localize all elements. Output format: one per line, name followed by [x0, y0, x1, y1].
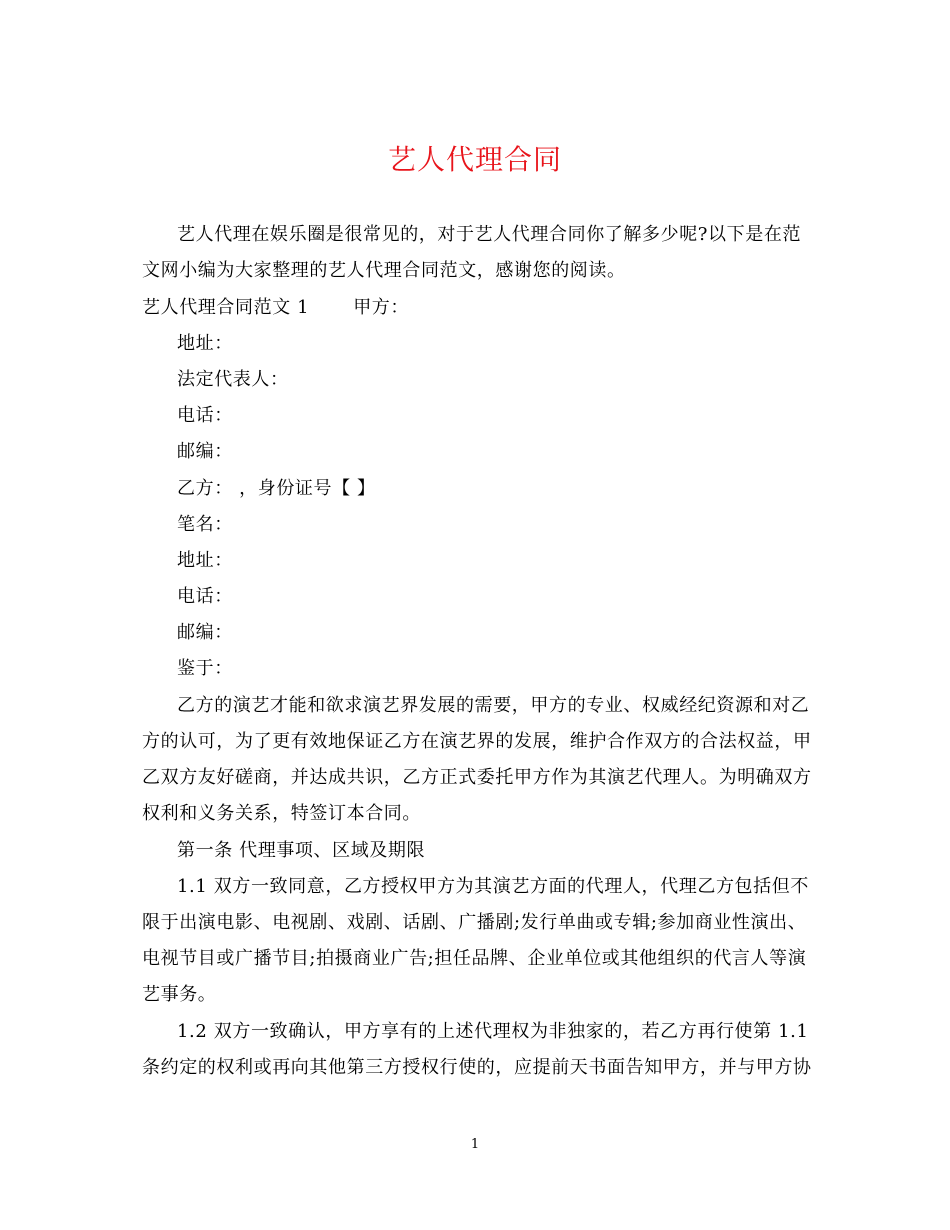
sample-heading-row — [142, 295, 409, 321]
party-b-label: 乙方： ，身份证号【 】 — [177, 478, 376, 499]
clause-1-1-line-3: 电视节目或广播节目;拍摄商业广告;担任品牌、企业单位或其他组织的代言人等演 — [142, 948, 807, 969]
document-title: 艺人代理合同 — [387, 143, 562, 176]
page-number: 1 — [470, 1137, 480, 1152]
intro-line-2: 文网小编为大家整理的艺人代理合同范文，感谢您的阅读。 — [142, 260, 626, 281]
whereas-line-3: 乙双方友好磋商，并达成共识，乙方正式委托甲方作为其演艺代理人。为明确双方 — [142, 767, 812, 788]
whereas-line-4: 权利和义务关系，特签订本合同。 — [142, 803, 421, 824]
clause-1-1-line-1: 1.1 双方一致同意，乙方授权甲方为其演艺方面的代理人，代理乙方包括但不 — [177, 876, 809, 897]
clause-1-1-line-4: 艺事务。 — [142, 984, 217, 1005]
sample-heading: 艺人代理合同范文 1 — [142, 297, 310, 318]
clause-1-2-line-2: 条约定的权利或再向其他第三方授权行使的，应提前天书面告知甲方，并与甲方协 — [142, 1057, 812, 1078]
party-b-pen-name: 笔名： — [177, 514, 233, 535]
whereas-label: 鉴于： — [177, 658, 233, 679]
party-a-label: 甲方： — [353, 297, 409, 318]
party-b-address: 地址： — [177, 550, 233, 571]
whereas-line-2: 方的认可，为了更有效地保证乙方在演艺界的发展，维护合作双方的合法权益，甲 — [142, 731, 812, 752]
party-a-postcode: 邮编： — [177, 441, 233, 462]
clause-1-1-line-2: 限于出演电影、电视剧、戏剧、话剧、广播剧;发行单曲或专辑;参加商业性演出、 — [142, 912, 807, 933]
intro-line-1: 艺人代理在娱乐圈是很常见的，对于艺人代理合同你了解多少呢?以下是在范 — [177, 224, 802, 245]
party-a-address: 地址： — [177, 333, 233, 354]
article-1-heading: 第一条 代理事项、区域及期限 — [177, 840, 426, 861]
party-a-legal-rep: 法定代表人： — [177, 369, 289, 390]
party-b-postcode: 邮编： — [177, 622, 233, 643]
party-b-phone: 电话： — [177, 586, 233, 607]
party-a-phone: 电话： — [177, 405, 233, 426]
whereas-line-1: 乙方的演艺才能和欲求演艺界发展的需要，甲方的专业、权威经纪资源和对乙 — [177, 695, 810, 716]
clause-1-2-line-1: 1.2 双方一致确认，甲方享有的上述代理权为非独家的，若乙方再行使第 1.1 — [177, 1021, 809, 1042]
